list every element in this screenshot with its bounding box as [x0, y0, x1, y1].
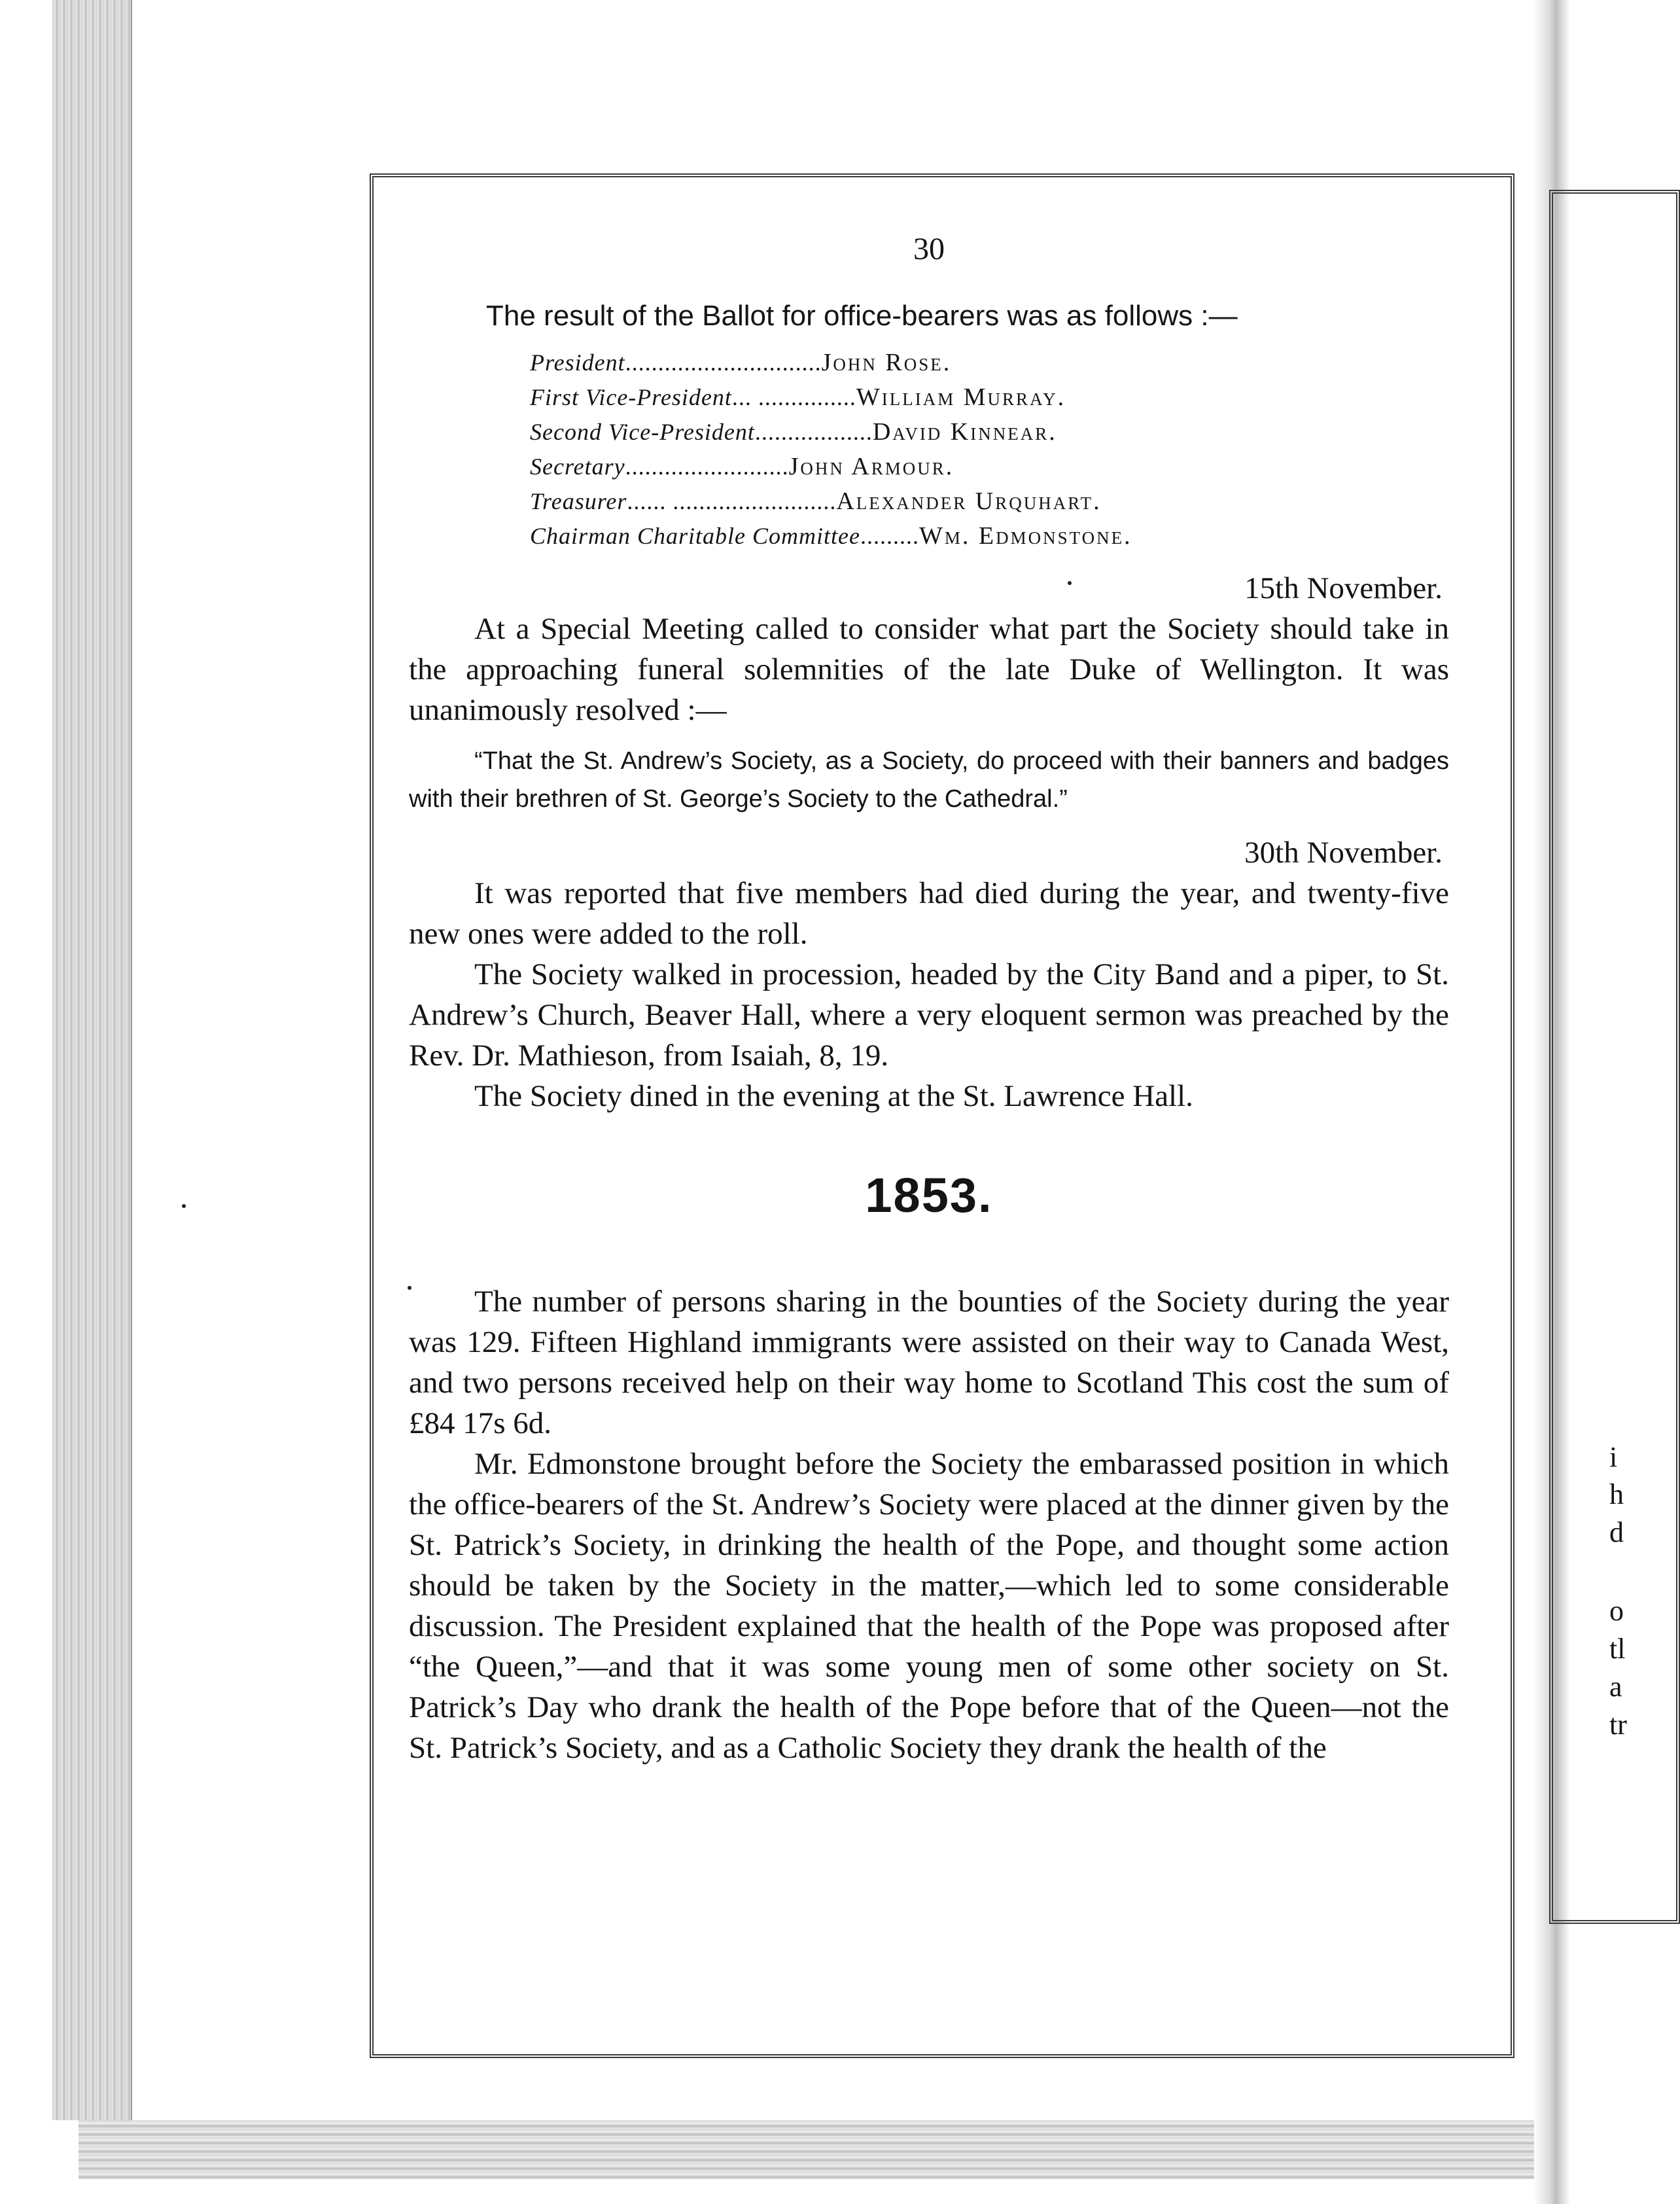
dot-leader: ..................: [754, 419, 873, 445]
office-title: Second Vice-President: [530, 419, 755, 445]
office-row-secretary: [530, 450, 1449, 484]
office-title: Chairman Charitable Committee: [530, 523, 860, 549]
paragraph-members-report: It was reported that five members had died during the year, and twenty-five new ones were added to the roll.: [409, 876, 1449, 951]
office-holder-name: Wm. Edmonstone.: [919, 522, 1132, 550]
next-page-fragment: h: [1609, 1478, 1624, 1510]
office-row-treasurer: [530, 484, 1449, 519]
office-holder-name: John Armour.: [788, 453, 954, 480]
paragraph-edmonstone: Mr. Edmonstone brought before the Society the embarassed position in which the office-bearers of the St. Andrew’s Society were placed at the dinner given by the St. Patrick’s Society, in drinking the health of the Pope, and thought some action should be taken by the Society in the matter,—which led to some considerable discussion. The President explained that the health of the Pope was proposed after “the Queen,”—and that it was some young men of some other society on St. Patrick’s Day who drank the health of the Pope before that of the Queen—not the St. Patrick’s Society, and as a Catholic Society they drank the health of the: [409, 1447, 1449, 1765]
office-title: First Vice-President: [530, 384, 732, 410]
paragraph-procession: The Society walked in procession, headed by the City Band and a piper, to St. Andrew’s Church, Beaver Hall, where a very eloquent sermon was preached by the Rev. Dr. Mathieson, from Isaiah, 8, 19.: [409, 957, 1449, 1073]
office-holder-name: David Kinnear.: [872, 418, 1057, 446]
book-page-edges: [52, 0, 132, 2120]
dot-leader: ... ...............: [731, 384, 856, 410]
print-speck: [182, 1204, 186, 1208]
resolution-quote: “That the St. Andrew’s Society, as a Society, do proceed with their banners and badges with their brethren of St. George’s Society to the Cathedral.”: [409, 747, 1449, 813]
office-row-second-vice-president: [530, 415, 1449, 450]
page-content: [409, 222, 1449, 1768]
next-page-fragment: tr: [1609, 1709, 1627, 1741]
paragraph-bounties: The number of persons sharing in the bounties of the Society during the year was 129. Fifteen Highland immigrants were assisted on their way to Canada West, and two persons received help on their way home to Scotland This cost the sum of £84 17s 6d.: [409, 1285, 1449, 1440]
office-row-chairman-charitable-committee: [530, 519, 1449, 554]
office-holder-name: William Murray.: [856, 383, 1066, 411]
office-title: Treasurer: [530, 488, 627, 514]
office-row-president: [530, 346, 1449, 380]
office-title: Secretary: [530, 453, 625, 480]
next-page-fragment: i: [1609, 1441, 1618, 1473]
office-row-first-vice-president: [530, 380, 1449, 415]
dot-leader: .........................: [625, 453, 789, 480]
next-page-fragment: d: [1609, 1516, 1624, 1548]
dot-leader: ...... .........................: [627, 488, 837, 514]
office-title: President: [530, 349, 625, 376]
office-holder-name: Alexander Urquhart.: [836, 488, 1102, 515]
next-page-fragment: a: [1609, 1671, 1622, 1703]
next-page-fragment: tl: [1609, 1633, 1626, 1665]
dot-leader: .........: [860, 523, 919, 549]
office-holder-name: John Rose.: [821, 349, 952, 376]
office-bearers-list: [530, 346, 1449, 554]
paragraph-special-meeting: At a Special Meeting called to consider what part the Society should take in the approaching funeral solemnities of the late Duke of Wellington. It was unanimously resolved :—: [409, 612, 1449, 727]
year-heading: 1853.: [865, 1168, 993, 1222]
date-heading: 30th November.: [1244, 836, 1443, 870]
dot-leader: ..............................: [625, 349, 822, 376]
next-page-fragment: o: [1609, 1595, 1624, 1627]
page-number: 30: [913, 232, 945, 266]
date-heading: 15th November.: [1244, 571, 1443, 605]
book-bottom-edges: [79, 2120, 1537, 2179]
ballot-intro: The result of the Ballot for office-bearers was as follows :—: [486, 300, 1238, 332]
paragraph-dinner: The Society dined in the evening at the St. Lawrence Hall.: [474, 1079, 1193, 1113]
